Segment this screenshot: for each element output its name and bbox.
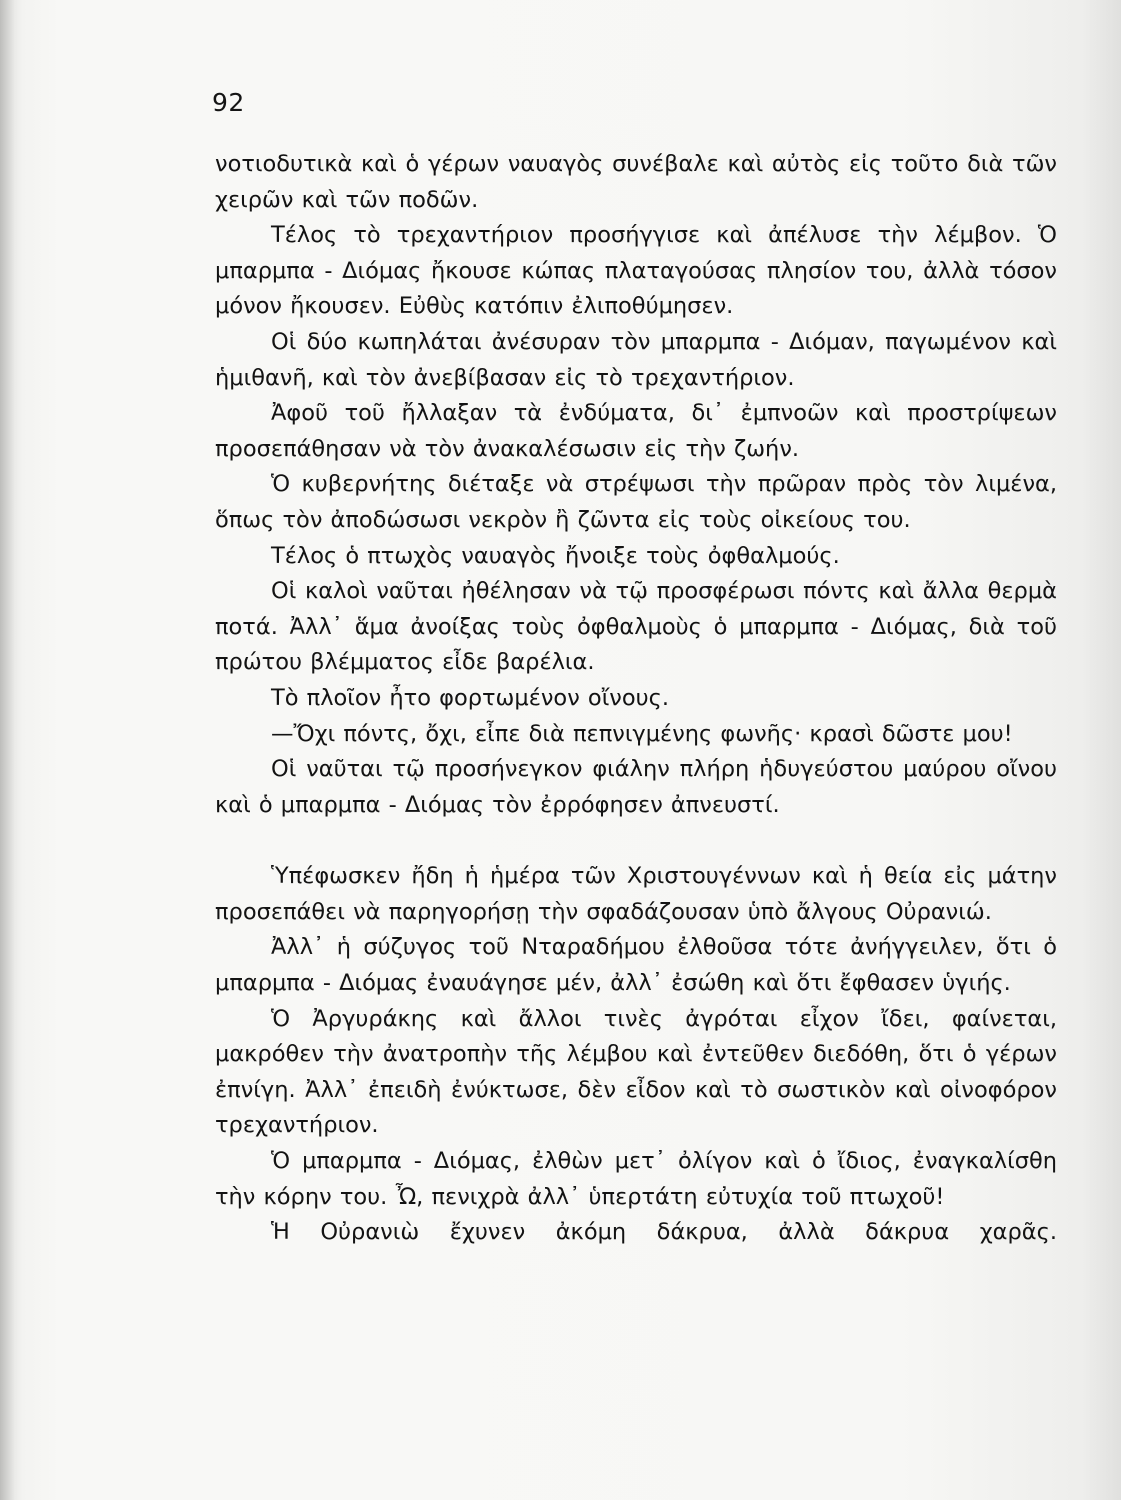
section-break	[215, 823, 1057, 859]
paragraph-9: —Ὄχι πόντς, ὄχι, εἶπε διὰ πεπνιγμένης φωνῆς· κρασὶ δῶστε μου!	[271, 720, 1013, 747]
paragraph-5: Ὁ κυβερνήτης διέταξε νὰ στρέψωσι τὴν πρῶραν πρὸς τὸν λιμένα, ὅπως τὸν ἀποδώσωσι νεκρὸν ἢ ζῶντα εἰς τοὺς οἰκείους του.	[215, 471, 1057, 533]
paragraph-10: Οἱ ναῦται τῷ προσήνεγκον φιάλην πλήρη ἡδυγεύστου μαύρου οἴνου καὶ ὁ μπαρμπα - Διόμας τὸν ἐρρόφησεν ἀπνευστί.	[215, 756, 1057, 818]
paragraph-15: Ἡ Οὐρανιὼ ἔχυνεν ἀκόμη δάκρυα, ἀλλὰ δάκρυα χαρᾶς.	[271, 1219, 1057, 1246]
paragraph-11: Ὑπέφωσκεν ἤδη ἡ ἡμέρα τῶν Χριστουγέννων καὶ ἡ θεία εἰς μάτην προσεπάθει νὰ παρηγορήσῃ τὴν σφαδάζουσαν ὑπὸ ἄλγους Οὐρανιώ.	[215, 863, 1057, 925]
body-text	[215, 147, 1057, 1251]
paragraph-14: Ὁ μπαρμπα - Διόμας, ἐλθὼν μετ᾿ ὀλίγον καὶ ὁ ἴδιος, ἐναγκαλίσθη τὴν κόρην του. Ὦ, πενιχρὰ ἀλλ᾿ ὑπερτάτη εὐτυχία τοῦ πτωχοῦ!	[215, 1148, 1057, 1210]
paragraph-7: Οἱ καλοὶ ναῦται ἠθέλησαν νὰ τῷ προσφέρωσι πόντς καὶ ἄλλα θερμὰ ποτά. Ἀλλ᾿ ἅμα ἀνοίξας τοὺς ὀφθαλμοὺς ὁ μπαρμπα - Διόμας, διὰ τοῦ πρώτου βλέμματος εἶδε βαρέλια.	[215, 578, 1057, 676]
paragraph-12: Ἀλλ᾿ ἡ σύζυγος τοῦ Νταραδήμου ἐλθοῦσα τότε ἀνήγγειλεν, ὅτι ὁ μπαρμπα - Διόμας ἐναυάγησε μέν, ἀλλ᾿ ἐσώθη καὶ ὅτι ἔφθασεν ὑγιής.	[215, 934, 1057, 997]
paragraph-8: Τὸ πλοῖον ἦτο φορτωμένον οἴνους.	[271, 684, 670, 711]
page-binding-edge	[0, 0, 14, 1500]
page-edge-shadow	[1081, 0, 1121, 1500]
paragraph-4: Ἀφοῦ τοῦ ἤλλαξαν τὰ ἐνδύματα, δι᾿ ἐμπνοῶν καὶ προστρίψεων προσεπάθησαν νὰ τὸν ἀνακαλέσωσιν εἰς τὴν ζωήν.	[215, 400, 1057, 462]
paragraph-13: Ὁ Ἀργυράκης καὶ ἄλλοι τινὲς ἀγρόται εἶχον ἴδει, φαίνεται, μακρόθεν τὴν ἀνατροπὴν τῆς λέμβου καὶ ἐντεῦθεν διεδόθη, ὅτι ὁ γέρων ἐπνίγη. Ἀλλ᾿ ἐπειδὴ ἐνύκτωσε, δὲν εἶδον καὶ τὸ σωστικὸν καὶ οἰνοφόρον τρεχαντήριον.	[215, 1005, 1057, 1139]
page-number: 92	[212, 88, 245, 117]
paragraph-1: νοτιοδυτικὰ καὶ ὁ γέρων ναυαγὸς συνέβαλε καὶ αὐτὸς εἰς τοῦτο διὰ τῶν χειρῶν καὶ τῶν ποδῶν.	[215, 151, 1057, 213]
paragraph-2: Τέλος τὸ τρεχαντήριον προσήγγισε καὶ ἀπέλυσε τὴν λέμβον. Ὁ μπαρμπα - Διόμας ἤκουσε κώπας πλαταγούσας πλησίον του, ἀλλὰ τόσον μόνον ἤκουσεν. Εὐθὺς κατόπιν ἐλιποθύμησεν.	[215, 222, 1057, 320]
paragraph-6: Τέλος ὁ πτωχὸς ναυαγὸς ἤνοιξε τοὺς ὀφθαλμούς.	[271, 542, 840, 569]
paragraph-3: Οἱ δύο κωπηλάται ἀνέσυραν τὸν μπαρμπα - Διόμαν, παγωμένον καὶ ἡμιθανῆ, καὶ τὸν ἀνεβίβασαν εἰς τὸ τρεχαντήριον.	[215, 328, 1057, 391]
